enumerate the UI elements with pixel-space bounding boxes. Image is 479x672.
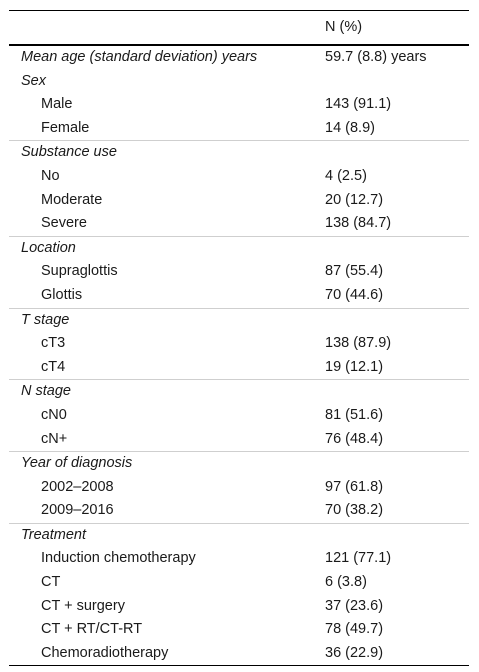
table-row: [9, 93, 469, 117]
row-label: cN+: [41, 430, 68, 447]
row-label: cN0: [41, 406, 67, 423]
table-row: [9, 404, 469, 428]
row-value: 36 (22.9): [325, 644, 384, 661]
section-row: [9, 523, 469, 548]
section-label: Mean age (standard deviation) years: [21, 49, 258, 65]
table-row: [9, 332, 469, 356]
table-row: [9, 117, 469, 141]
row-value: 37 (23.6): [325, 597, 384, 614]
section-row: [9, 46, 469, 70]
section-label: T stage: [21, 311, 70, 328]
table-row: [9, 260, 469, 284]
section-label: Year of diagnosis: [21, 455, 133, 472]
table-row: [9, 428, 469, 452]
row-value: 70 (38.2): [325, 502, 384, 519]
row-value: 87 (55.4): [325, 263, 384, 280]
row-value: 76 (48.4): [325, 430, 384, 447]
row-value: 19 (12.1): [325, 358, 384, 375]
row-label: CT: [41, 574, 61, 591]
row-label: Chemoradiotherapy: [41, 644, 169, 661]
section-row: [9, 70, 469, 94]
section-label: Sex: [21, 72, 46, 89]
header-value-column: N (%): [325, 19, 363, 35]
table-body: [9, 46, 469, 665]
table-bottom-rule: [9, 665, 469, 666]
row-value: 20 (12.7): [325, 191, 384, 208]
section-label: Location: [21, 239, 76, 256]
row-value: 143 (91.1): [325, 96, 392, 113]
section-label: N stage: [21, 383, 71, 400]
table-row: [9, 642, 469, 666]
table-row: [9, 189, 469, 213]
characteristics-table: [9, 10, 469, 666]
row-label: Glottis: [41, 286, 83, 303]
row-value: 78 (49.7): [325, 621, 384, 638]
row-value: 138 (84.7): [325, 215, 392, 232]
row-label: CT + surgery: [41, 597, 125, 614]
table-row: [9, 212, 469, 236]
row-label: Supraglottis: [41, 263, 118, 280]
row-value: 81 (51.6): [325, 406, 384, 423]
row-label: Male: [41, 96, 73, 113]
table-row: [9, 356, 469, 380]
row-label: Female: [41, 119, 90, 136]
table-row: [9, 618, 469, 642]
section-row: [9, 236, 469, 261]
row-value: 121 (77.1): [325, 550, 392, 567]
section-label: Substance use: [21, 144, 117, 161]
table-row: [9, 571, 469, 595]
section-row: [9, 451, 469, 476]
section-label: Treatment: [21, 526, 87, 543]
row-label: 2009–2016: [41, 502, 114, 519]
row-value: 6 (3.8): [325, 574, 367, 591]
row-label: cT4: [41, 358, 66, 375]
table-row: [9, 284, 469, 308]
row-label: Induction chemotherapy: [41, 550, 196, 567]
section-row: [9, 308, 469, 333]
row-value: 70 (44.6): [325, 286, 384, 303]
row-value: 138 (87.9): [325, 335, 392, 352]
table-row: [9, 499, 469, 523]
row-value: 14 (8.9): [325, 119, 375, 136]
section-row: [9, 140, 469, 165]
row-label: CT + RT/CT-RT: [41, 621, 143, 638]
section-row: [9, 379, 469, 404]
table-row: [9, 165, 469, 189]
table-row: [9, 476, 469, 500]
row-value: 97 (61.8): [325, 478, 384, 495]
table-header: [9, 10, 469, 46]
row-value: 59.7 (8.8) years: [325, 49, 427, 65]
table-row: [9, 595, 469, 619]
row-label: Moderate: [41, 191, 103, 208]
row-label: Severe: [41, 215, 87, 232]
row-label: cT3: [41, 335, 66, 352]
row-label: No: [41, 167, 60, 184]
row-label: 2002–2008: [41, 478, 114, 495]
table-row: [9, 547, 469, 571]
row-value: 4 (2.5): [325, 167, 367, 184]
